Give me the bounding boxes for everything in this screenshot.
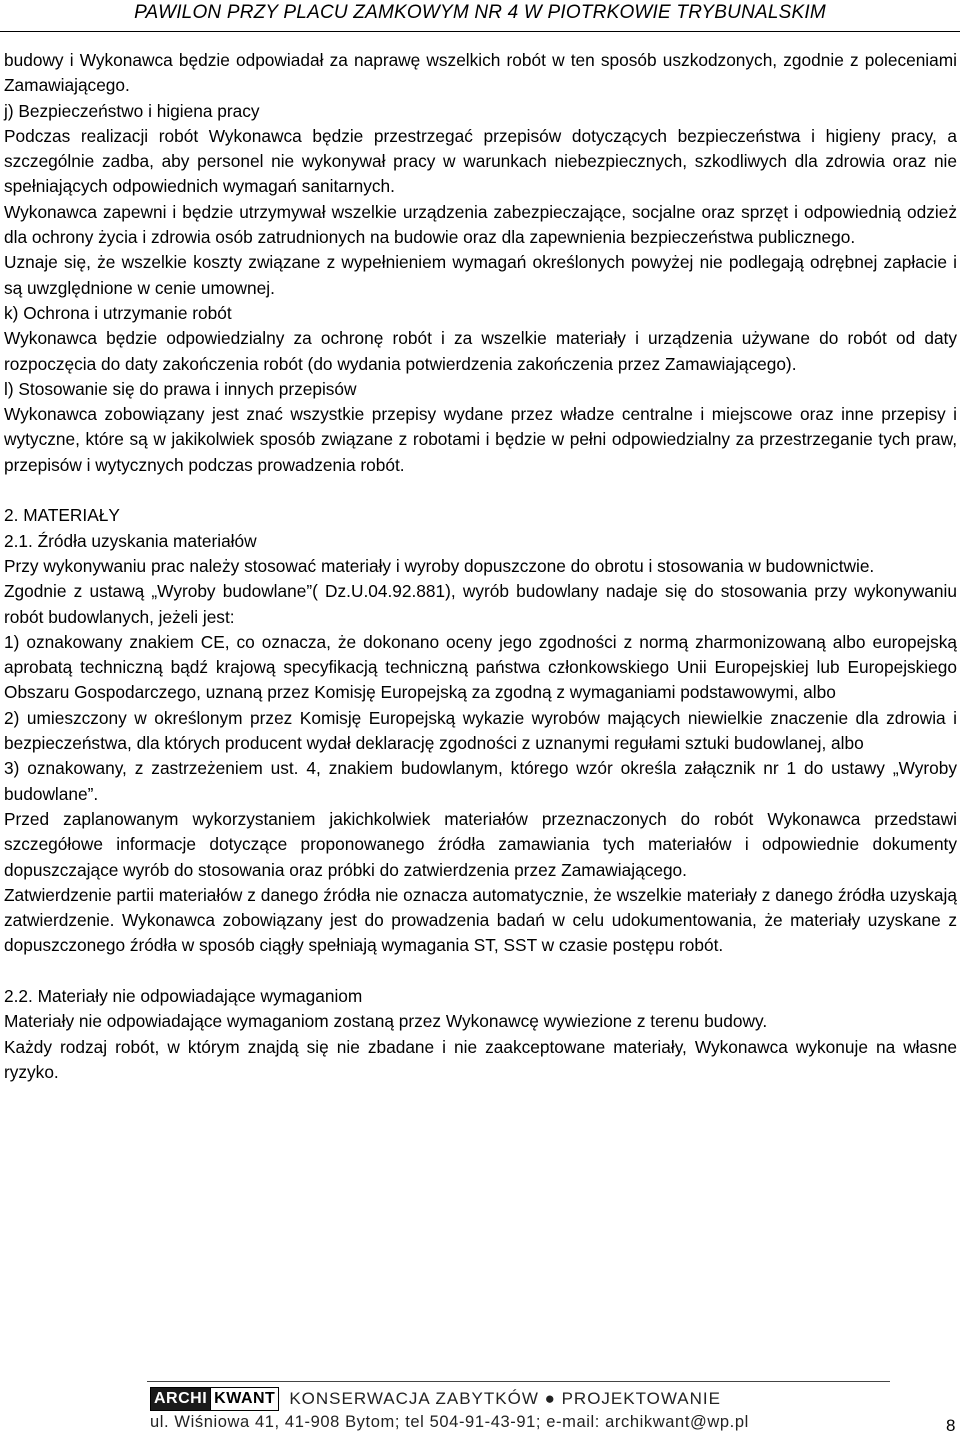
section-heading-j: j) Bezpieczeństwo i higiena pracy (4, 100, 260, 121)
paragraph: Wykonawca będzie odpowiedzialny za ochronę robót i za wszelkie materiały i urządzenia używane do robót od daty rozpoczęcia do daty zakończenia robót (do wydania potwierdzenia zakończenia przez Zamawiającego). (4, 328, 957, 374)
footer-branding (150, 1388, 721, 1410)
paragraph: Materiały nie odpowiadające wymaganiom zostaną przez Wykonawcę wywiezione z terenu budowy. (4, 1011, 768, 1032)
section-heading-2-2: 2.2. Materiały nie odpowiadające wymaganiom (4, 985, 363, 1006)
paragraph: Wykonawca zobowiązany jest znać wszystkie przepisy wydane przez władze centralne i miejscowe oraz inne przepisy i wytyczne, które są w jakikolwiek sposób związane z robotami i będzie w pełni odpowiedzialny za przestrzeganie tych praw, przepisów i wytycznych podczas prowadzenia robót. (4, 404, 957, 475)
paragraph: Zatwierdzenie partii materiałów z danego źródła nie oznacza automatycznie, że wszelkie materiały z danego źródła uzyskają zatwierdzenie. Wykonawca zobowiązany jest do prowadzenia badań w celu udokumentowania, że materiały uzyskane z dopuszczonego źródła w sposób ciągły spełniają wymagania ST, SST w czasie postępu robót. (4, 884, 957, 956)
list-item-1: 1) oznakowany znakiem CE, co oznacza, że dokonano oceny jego zgodności z normą zharmonizowaną albo europejską aprobatą techniczną bądź krajową specyfikacją techniczną państwa członkowskiego Unii Europejskiej lub Europejskiego Obszaru Gospodarczego, uznaną przez Komisję Europejską za zgodną z wymaganiami podstawowymi, albo (4, 631, 957, 703)
company-tagline: KONSERWACJA ZABYTKÓW ● PROJEKTOWANIE (289, 1389, 721, 1408)
page-number: 8 (946, 1416, 956, 1435)
document-body (4, 48, 957, 1085)
paragraph: Wykonawca zapewni i będzie utrzymywał wszelkie urządzenia zabezpieczające, socjalne oraz sprzęt i odpowiednią odzież dla ochrony życia i zdrowia osób zatrudnionych na budowie oraz dla zapewnienia bezpieczeństwa publicznego. (4, 201, 957, 248)
company-logo-archi: ARCHI (150, 1387, 211, 1411)
list-item-3: 3) oznakowany, z zastrzeżeniem ust. 4, znakiem budowlanym, którego wzór określa załącznik nr 1 do ustawy „Wyroby budowlane”. (4, 758, 957, 804)
section-heading-2-1: 2.1. Źródła uzyskania materiałów (4, 530, 257, 551)
paragraph: Każdy rodzaj robót, w którym znajdą się nie zbadane i nie zaakceptowane materiały, Wykonawca wykonuje na własne ryzyko. (4, 1036, 957, 1082)
footer-divider (147, 1381, 890, 1382)
company-address: ul. Wiśniowa 41, 41-908 Bytom; tel 504-91-43-91; e-mail: archikwant@wp.pl (150, 1413, 749, 1431)
paragraph: Przy wykonywaniu prac należy stosować materiały i wyroby dopuszczone do obrotu i stosowania w budownictwie. (4, 555, 875, 576)
section-heading-k: k) Ochrona i utrzymanie robót (4, 302, 232, 323)
paragraph: Przed zaplanowanym wykorzystaniem jakichkolwiek materiałów przeznaczonych do robót Wykonawca przedstawi szczegółowe informacje dotyczące proponowanego źródła zamawiania tych materiałów i odpowiednie dokumenty dopuszczające wyrób do stosowania oraz próbki do zatwierdzenia przez Zamawiającego. (4, 808, 957, 880)
list-item-2: 2) umieszczony w określonym przez Komisję Europejską wykazie wyrobów mających niewielkie znaczenie dla zdrowia i bezpieczeństwa, dla których producent wydał deklarację zgodności z uznanymi regułami sztuki budowlanej, albo (4, 707, 957, 754)
paragraph-continuation: budowy i Wykonawca będzie odpowiadał za naprawę wszelkich robót w ten sposób uszkodzonych, zgodnie z poleceniami Zamawiającego. (4, 50, 957, 96)
section-heading-l: l) Stosowanie się do prawa i innych przepisów (4, 378, 357, 399)
header-divider (0, 31, 960, 32)
page-header-title: PAWILON PRZY PLACU ZAMKOWYM NR 4 W PIOTRKOWIE TRYBUNALSKIM (134, 2, 826, 23)
company-logo-kwant: KWANT (211, 1387, 279, 1411)
paragraph: Uznaje się, że wszelkie koszty związane z wypełnieniem wymagań określonych powyżej nie podlegają odrębnej zapłacie i są uwzględnione w cenie umownej. (4, 252, 957, 298)
paragraph: Zgodnie z ustawą „Wyroby budowlane”( Dz.U.04.92.881), wyrób budowlany nadaje się do stosowania przy wykonywaniu robót budowlanych, jeżeli jest: (4, 581, 957, 627)
chapter-heading-materials: 2. MATERIAŁY (4, 505, 120, 526)
paragraph: Podczas realizacji robót Wykonawca będzie przestrzegać przepisów dotyczących bezpieczeństwa i higieny pracy, a szczególnie zadba, aby personel nie wykonywał pracy w warunkach niebezpiecznych, szkodliwych dla zdrowia oraz nie spełniających odpowiednich wymagań sanitarnych. (4, 125, 957, 197)
